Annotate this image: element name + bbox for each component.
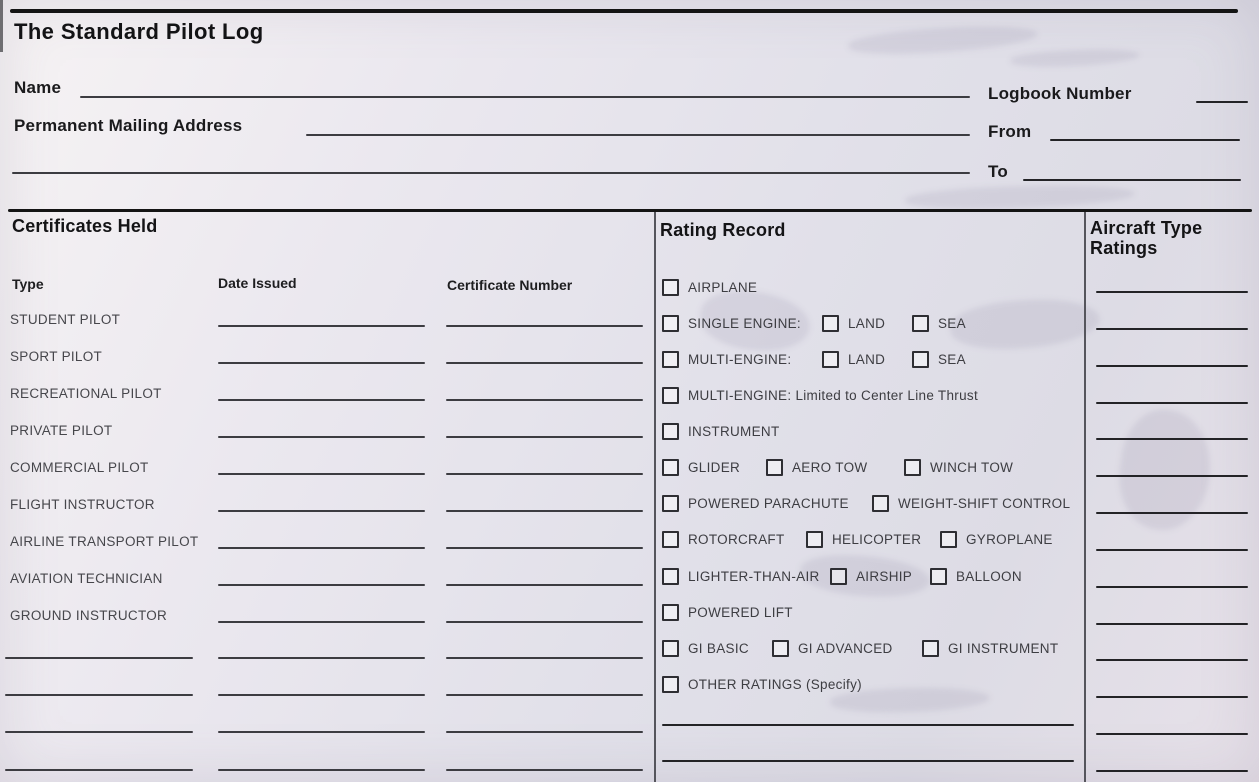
type-blank-line[interactable] [5,694,193,696]
rating-item-multi-engine-centerline[interactable]: MULTI-ENGINE: Limited to Center Line Thrust [662,387,978,404]
checkbox-icon[interactable] [904,459,921,476]
name-label: Name [14,78,62,97]
rating-item-airship[interactable]: AIRSHIP [830,568,930,585]
checkbox-icon[interactable] [922,640,939,657]
cert-type-aviation-technician: AVIATION TECHNICIAN [10,571,163,586]
rating-item-helicopter[interactable]: HELICOPTER [806,531,940,548]
checkbox-icon[interactable] [830,568,847,585]
checkbox-icon[interactable] [912,351,929,368]
aircraft-type-rating-line[interactable] [1096,659,1248,661]
checkbox-icon[interactable] [822,315,839,332]
section-divider-left [654,212,656,782]
type-blank-line[interactable] [5,657,193,659]
cert-type-recreational-pilot: RECREATIONAL PILOT [10,386,162,401]
checkbox-icon[interactable] [662,459,679,476]
date-issued-line[interactable] [218,362,425,364]
aircraft-type-rating-line[interactable] [1096,475,1248,477]
showthrough-artifact [1112,404,1218,535]
from-label: From [988,122,1032,141]
rating-item-multi-engine-sea[interactable]: SEA [912,351,966,368]
rating-item-rotorcraft[interactable]: ROTORCRAFT [662,531,806,548]
showthrough-artifact [905,182,1136,212]
date-issued-line[interactable] [218,694,425,696]
other-ratings-line[interactable] [662,724,1074,726]
aircraft-type-rating-line[interactable] [1096,438,1248,440]
checkbox-icon[interactable] [912,315,929,332]
to-input-line[interactable] [1023,179,1241,181]
aircraft-type-rating-line[interactable] [1096,696,1248,698]
rating-item-glider[interactable]: GLIDER [662,459,766,476]
checkbox-icon[interactable] [766,459,783,476]
type-blank-line[interactable] [5,769,193,771]
cert-type-flight-instructor: FLIGHT INSTRUCTOR [10,497,155,512]
from-input-line[interactable] [1050,139,1240,141]
rating-record-title: Rating Record [660,220,786,240]
certificate-number-line[interactable] [446,399,643,401]
checkbox-icon[interactable] [662,604,679,621]
showthrough-artifact [847,21,1038,58]
checkbox-icon[interactable] [662,495,679,512]
rating-item-gi-advanced[interactable]: GI ADVANCED [772,640,922,657]
date-issued-line[interactable] [218,731,425,733]
rating-item-airplane[interactable]: AIRPLANE [662,279,757,296]
checkbox-icon[interactable] [662,568,679,585]
rating-item-multi-engine-land[interactable]: LAND [822,351,912,368]
address-input-line-1[interactable] [306,134,970,136]
checkbox-icon[interactable] [940,531,957,548]
section-divider-right [1084,212,1086,782]
rating-item-balloon[interactable]: BALLOON [930,568,1022,585]
address-input-line-2[interactable] [12,172,970,174]
aircraft-type-rating-line[interactable] [1096,291,1248,293]
date-issued-line[interactable] [218,510,425,512]
aircraft-type-rating-line[interactable] [1096,623,1248,625]
checkbox-icon[interactable] [662,676,679,693]
certificate-number-line[interactable] [446,769,643,771]
certificate-number-line[interactable] [446,436,643,438]
aircraft-type-rating-line[interactable] [1096,770,1248,772]
checkbox-icon[interactable] [930,568,947,585]
checkbox-icon[interactable] [822,351,839,368]
certificate-number-line[interactable] [446,510,643,512]
scan-edge-artifact [0,0,3,52]
logbook-number-input-line[interactable] [1196,101,1248,103]
aircraft-type-rating-line[interactable] [1096,733,1248,735]
date-issued-line[interactable] [218,657,425,659]
checkbox-icon[interactable] [662,315,679,332]
checkbox-icon[interactable] [662,387,679,404]
aircraft-type-rating-line[interactable] [1096,402,1248,404]
aircraft-type-rating-line[interactable] [1096,328,1248,330]
cert-type-student-pilot: STUDENT PILOT [10,312,121,327]
certificate-number-line[interactable] [446,473,643,475]
date-issued-line[interactable] [218,436,425,438]
certificate-number-line[interactable] [446,657,643,659]
cert-type-ground-instructor: GROUND INSTRUCTOR [10,608,168,623]
cert-type-commercial-pilot: COMMERCIAL PILOT [10,460,149,475]
aircraft-type-rating-line[interactable] [1096,365,1248,367]
type-column-header: Type [12,276,44,292]
rating-item-single-engine-land[interactable]: LAND [822,315,912,332]
date-issued-line[interactable] [218,584,425,586]
date-issued-line[interactable] [218,399,425,401]
certificate-number-line[interactable] [446,694,643,696]
rating-item-winch-tow[interactable]: WINCH TOW [904,459,1013,476]
rating-item-instrument[interactable]: INSTRUMENT [662,423,780,440]
rating-item-multi-engine[interactable]: MULTI-ENGINE: [662,351,822,368]
showthrough-artifact [948,294,1102,355]
page-title: The Standard Pilot Log [14,19,264,44]
date-issued-line[interactable] [218,621,425,623]
rating-item-powered-lift[interactable]: POWERED LIFT [662,604,793,621]
certificate-number-line[interactable] [446,325,643,327]
logbook-number-label: Logbook Number [988,84,1132,103]
rating-item-single-engine[interactable]: SINGLE ENGINE: [662,315,822,332]
cert-type-private-pilot: PRIVATE PILOT [10,423,113,438]
certificate-number-line[interactable] [446,621,643,623]
certificate-number-line[interactable] [446,731,643,733]
mailing-address-label: Permanent Mailing Address [14,116,243,135]
rating-item-weight-shift-control[interactable]: WEIGHT-SHIFT CONTROL [872,495,1070,512]
showthrough-artifact [1010,47,1141,70]
top-rule [10,9,1238,13]
rating-item-other-ratings[interactable]: OTHER RATINGS (Specify) [662,676,862,693]
rating-item-gi-basic[interactable]: GI BASIC [662,640,772,657]
date-issued-line[interactable] [218,547,425,549]
checkbox-icon[interactable] [662,531,679,548]
checkbox-icon[interactable] [662,640,679,657]
rating-item-gyroplane[interactable]: GYROPLANE [940,531,1053,548]
certificates-held-title: Certificates Held [12,216,158,236]
checkbox-icon[interactable] [872,495,889,512]
date-issued-line[interactable] [218,473,425,475]
rating-item-lighter-than-air[interactable]: LIGHTER-THAN-AIR [662,568,830,585]
checkbox-icon[interactable] [662,423,679,440]
to-label: To [988,162,1008,181]
checkbox-icon[interactable] [772,640,789,657]
other-ratings-line[interactable] [662,760,1074,762]
date-issued-line[interactable] [218,325,425,327]
certificate-number-line[interactable] [446,547,643,549]
type-blank-line[interactable] [5,731,193,733]
date-issued-line[interactable] [218,769,425,771]
checkbox-icon[interactable] [806,531,823,548]
cert-type-airline-transport-pilot: AIRLINE TRANSPORT PILOT [10,534,199,549]
aircraft-type-ratings-title: Aircraft Type Ratings [1090,218,1203,259]
rating-item-single-engine-sea[interactable]: SEA [912,315,966,332]
rating-item-gi-instrument[interactable]: GI INSTRUMENT [922,640,1058,657]
date-issued-column-header: Date Issued [218,275,297,291]
aircraft-type-rating-line[interactable] [1096,512,1248,514]
section-top-rule [8,209,1252,212]
certificate-number-column-header: Certificate Number [447,277,573,293]
checkbox-icon[interactable] [662,279,679,296]
name-input-line[interactable] [80,96,970,98]
rating-item-aero-tow[interactable]: AERO TOW [766,459,904,476]
cert-type-sport-pilot: SPORT PILOT [10,349,103,364]
aircraft-type-rating-line[interactable] [1096,549,1248,551]
checkbox-icon[interactable] [662,351,679,368]
certificate-number-line[interactable] [446,362,643,364]
rating-item-powered-parachute[interactable]: POWERED PARACHUTE [662,495,872,512]
aircraft-type-rating-line[interactable] [1096,586,1248,588]
certificate-number-line[interactable] [446,584,643,586]
